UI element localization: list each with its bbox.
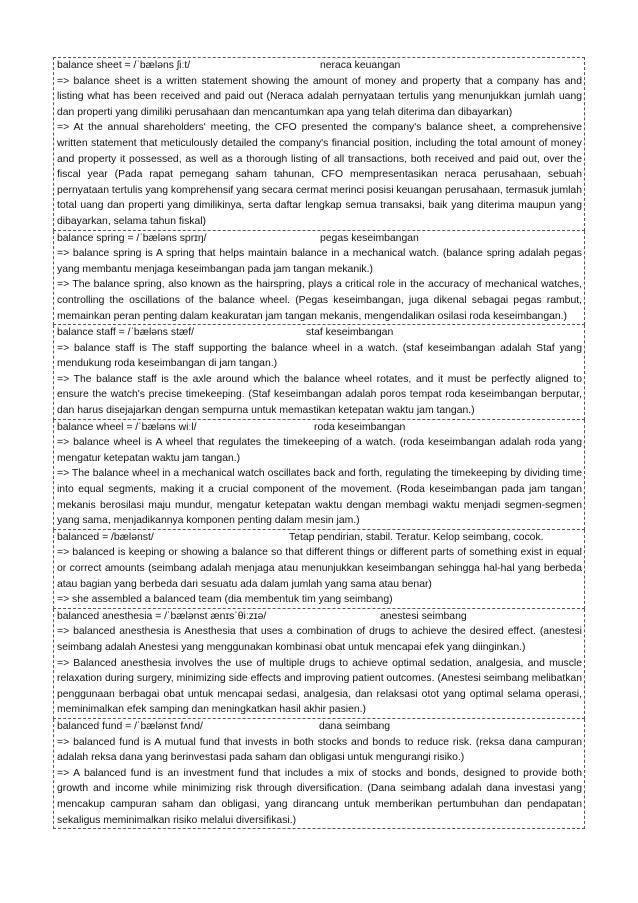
entry-header <box>57 530 582 546</box>
definition: => balance staff is The staff supporting the balance wheel in a watch. (staf keseimbangan adalah Staf yang mendukung roda keseimbangan di jam tangan.) <box>57 342 582 370</box>
example: => she assembled a balanced team (dia membentuk tim yang seimbang) <box>57 594 393 606</box>
headword: balance spring = /ˈbæləns sprɪŋ/ <box>57 232 207 244</box>
translation: pegas keseimbangan <box>320 232 419 244</box>
headword: balanced fund = /ˈbælənst fʌnd/ <box>57 720 203 732</box>
entry-header <box>57 58 582 74</box>
example: => The balance wheel in a mechanical watch oscillates back and forth, regulating the timekeeping by dividing time into equal segments, making it a crucial component of the movement. (Roda keseimbangan pada jam tangan mekanis berosilasi maju mundur, mengatur ketepatan waktu dengan membagi waktu menjadi segmen-segmen yang sama, menjadikannya komponen penting dalam mesin jam.) <box>57 468 582 527</box>
definition: => balance sheet is a written statement showing the amount of money and property that a company has and listing what has been received and paid out (Neraca adalah pernyataan tertulis yang menunjukkan jumlah uang dan properti yang dimiliki perusahaan dan mencantumkan apa yang telah diterima dan dibayarkan) <box>57 75 582 118</box>
translation: roda keseimbangan <box>314 421 406 433</box>
example: => At the annual shareholders' meeting, the CFO presented the company's balance sheet, a comprehensive written statement that meticulously detailed the company's financial position, including the total amount of money and property it possessed, as well as a thorough listing of all transactions, both received and paid out, over the fiscal year (Pada rapat pemegang saham tahunan, CFO mempresentasikan neraca perusahaan, sebuah pernyataan tertulis yang komprehensif yang secara cermat merinci posisi keuangan perusahaan, termasuk jumlah total uang dan properti yang dimilikinya, serta daftar lengkap semua transaksi, baik yang diterima maupun yang dibayarkan, selama tahun fiskal) <box>57 122 582 227</box>
example: => The balance staff is the axle around which the balance wheel rotates, and it must be perfectly aligned to ensure the watch's precise timekeeping. (Staf keseimbangan adalah poros tempat roda keseimbangan berputar, dan harus disejajarkan dengan sempurna untuk memastikan ketepatan waktu jam tangan.) <box>57 373 582 417</box>
entry-balanced-anesthesia <box>53 609 585 719</box>
translation: anestesi seimbang <box>380 610 467 622</box>
translation: neraca keuangan <box>320 60 401 71</box>
definition: => balance wheel is A wheel that regulates the timekeeping of a watch. (roda keseimbangan adalah roda yang mengatur ketepatan waktu jam tangan.) <box>57 437 582 464</box>
entry-header <box>57 325 582 341</box>
entry-header <box>57 420 582 436</box>
entry-header <box>57 231 582 247</box>
translation: staf keseimbangan <box>306 327 394 339</box>
definition: => balanced anesthesia is Anesthesia that uses a combination of drugs to achieve the desired effect. (anestesi seimbang adalah Anestesi yang menggunakan kombinasi obat untuk mencapai efek yang diinginkan.) <box>57 626 582 653</box>
translation: Tetap pendirian, stabil. Teratur. Kelop seimbang, cocok. <box>289 531 544 543</box>
entry-balanced <box>53 530 585 609</box>
headword: balance sheet = /ˈbæləns ʃiːt/ <box>57 60 191 71</box>
definition: => balance spring is A spring that helps maintain balance in a mechanical watch. (balance spring adalah pegas yang membantu menjaga keseimbangan pada jam tangan mekanik.) <box>57 248 582 275</box>
headword: balance wheel = /ˈbæləns wiːl/ <box>57 421 197 433</box>
entry-header <box>57 719 582 735</box>
translation: dana seimbang <box>319 720 391 732</box>
entry-balance-spring <box>53 231 585 326</box>
entry-header <box>57 609 582 625</box>
definition: => balanced fund is A mutual fund that invests in both stocks and bonds to reduce risk. (reksa dana campuran adalah reksa dana yang berinvestasi pada saham dan obligasi untuk mengurangi risiko.) <box>57 736 582 764</box>
headword: balance staff = /ˈbæləns stæf/ <box>57 327 194 339</box>
example: => Balanced anesthesia involves the use of multiple drugs to achieve optimal sedation, analgesia, and muscle relaxation during surgery, minimizing side effects and improving patient outcomes. (Anestesi seimbang melibatkan penggunaan berbagai obat untuk mencapai sedasi, analgesia, dan relaksasi otot yang optimal selama operasi, meminimalkan efek samping dan meningkatkan hasil akhir pasien.) <box>57 657 582 716</box>
dictionary-page <box>53 57 585 829</box>
entry-balance-wheel <box>53 420 585 530</box>
entry-balance-staff <box>53 325 585 420</box>
example: => A balanced fund is an investment fund that includes a mix of stocks and bonds, designed to provide both growth and income while minimizing risk through diversification. (Dana seimbang adalah dana investasi yang mencakup campuran saham dan obligasi, yang dirancang untuk memberikan pertumbuhan dan pendapatan sekaligus meminimalkan risiko melalui diversifikasi.) <box>57 767 582 826</box>
example: => The balance spring, also known as the hairspring, plays a critical role in the accuracy of mechanical watches, controlling the oscillations of the balance wheel. (Pegas keseimbangan, juga dikenal sebagai pegas rambut, memainkan peran penting dalam keakuratan jam tangan mekanis, mengendalikan osilasi roda keseimbangan.) <box>57 279 582 322</box>
definition: => balanced is keeping or showing a balance so that different things or different parts of something exist in equal or correct amounts (seimbang adalah menjaga atau menunjukkan keseimbangan sehingga hal-hal yang berbeda atau bagian yang berbeda dari sesuatu ada dalam jumlah yang sama atau benar) <box>57 547 582 590</box>
entry-balanced-fund <box>53 719 585 829</box>
headword: balanced = /bælənst/ <box>57 531 154 543</box>
entry-balance-sheet <box>53 57 585 231</box>
headword: balanced anesthesia = /ˈbælənst ænɪsˈθiːzɪə/ <box>57 610 267 622</box>
